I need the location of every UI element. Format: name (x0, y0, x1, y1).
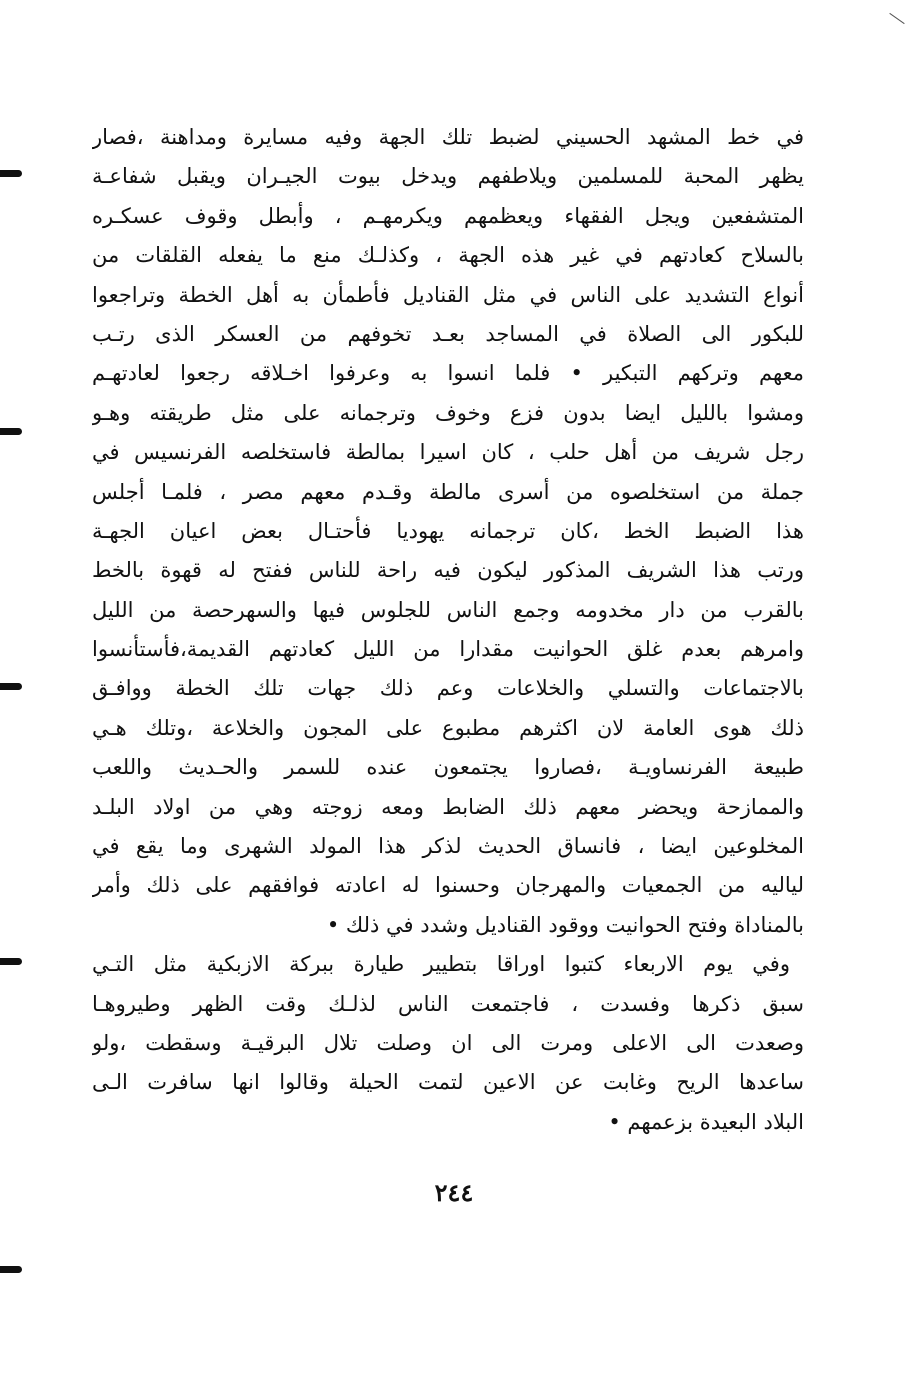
binding-mark (0, 1266, 22, 1273)
binding-mark (0, 428, 22, 435)
text-line: هذا الضبط الخط ،كان ترجمانه يهوديا فأحتـال بعض اعيان الجهـة (92, 518, 804, 543)
text-line: ساعدها الريح وغابت عن الاعين لتمت الحيلة وقالوا انها سافرت الـى (92, 1070, 804, 1095)
text-line: ذلك هوى العامة لان اكثرهم مطبوع على المجون والخلاعة ،وتلك هـي (92, 715, 804, 740)
text-line: بالمناداة وفتح الحوانيت ووقود القناديل وشدد في ذلك • (326, 912, 804, 937)
binding-mark (0, 170, 22, 177)
text-line: بالاجتماعات والتسلي والخلاعات وعم ذلك جهات تلك الخطة ووافـق (92, 676, 804, 701)
text-line: وفي يوم الاربعاء كتبوا اوراقا بتطيير طيارة ببركة الازبكية مثل التـي (92, 952, 790, 977)
page-corner-mark (878, 0, 908, 40)
text-line: بالسلاح كعادتهم في غير هذه الجهة ، وكذلـك منع ما يفعله القلقات من (92, 243, 804, 268)
text-line: للبكور الى الصلاة في المساجد بعـد تخوفهم من العسكر الذى رتـب (92, 321, 804, 346)
text-line: البلاد البعيدة بزعمهم • (608, 1109, 804, 1134)
text-line: معهم وتركهم التبكير • فلما انسوا به وعرفوا اخـلاقه رجعوا لعادتهـم (92, 361, 804, 386)
text-line: يظهر المحبة للمسلمين ويلاطفهم ويدخل بيوت الجيـران ويقبل شفاعـة (92, 164, 804, 189)
text-line: رجل شريف من أهل حلب ، كان اسيرا بمالطة فاستخلصه الفرنسيس في (92, 440, 804, 465)
text-line: وامرهم بعدم غلق الحوانيت مقدارا من الليل كعادتهم القديمة،فأستأنسوا (92, 637, 804, 662)
text-line: سبق ذكرها وفسدت ، فاجتمعت الناس لذلـك وقت الظهر وطيروهـا (92, 991, 804, 1016)
text-line: المتشفعين ويجل الفقهاء ويعظمهم ويكرمهـم ، وأبطل وقوف عسكـره (92, 203, 804, 228)
body-text (92, 118, 804, 1142)
text-line: لياليه من الجمعيات والمهرجان وحسنوا له اعادته فوافقهم على ذلك وأمر (92, 873, 804, 898)
text-line: والممازحة ويحضر معهم ذلك الضابط ومعه زوجته وهي من اولاد البلـد (92, 794, 804, 819)
text-line: بالقرب من دار مخدومه وجمع الناس للجلوس فيها والسهرحصة من الليل (92, 597, 804, 622)
text-line: جملة من استخلصوه من أسرى مالطة وقـدم معهم مصر ، فلمـا أجلس (92, 479, 804, 504)
text-line: أنواع التشديد على الناس في مثل القناديل فأطمأن به أهل الخطة وتراجعوا (92, 282, 804, 307)
text-line: ورتب هذا الشريف المذكور ليكون فيه راحة للناس ففتح له قهوة بالخط (92, 558, 804, 583)
text-line: المخلوعين ايضا ، فانساق الحديث لذكر هذا المولد الشهرى وما يقع في (92, 834, 804, 859)
text-line: وصعدت الى الاعلى ومرت الى ان وصلت تلال البرقيـة وسقطت ،ولو (92, 1030, 804, 1055)
binding-mark (0, 683, 22, 690)
binding-mark (0, 958, 22, 965)
page-number: ٢٤٤ (434, 1178, 474, 1207)
text-line: طبيعة الفرنساويـة ،فصاروا يجتمعون عنده للسمر والحـديث واللعب (92, 755, 804, 780)
text-line: ومشوا بالليل ايضا بدون فزع وخوف وترجمانه على مثل طريقته وهـو (92, 400, 804, 425)
text-line: في خط المشهد الحسيني لضبط تلك الجهة وفيه مسايرة ومداهنة ،فصار (92, 125, 804, 149)
